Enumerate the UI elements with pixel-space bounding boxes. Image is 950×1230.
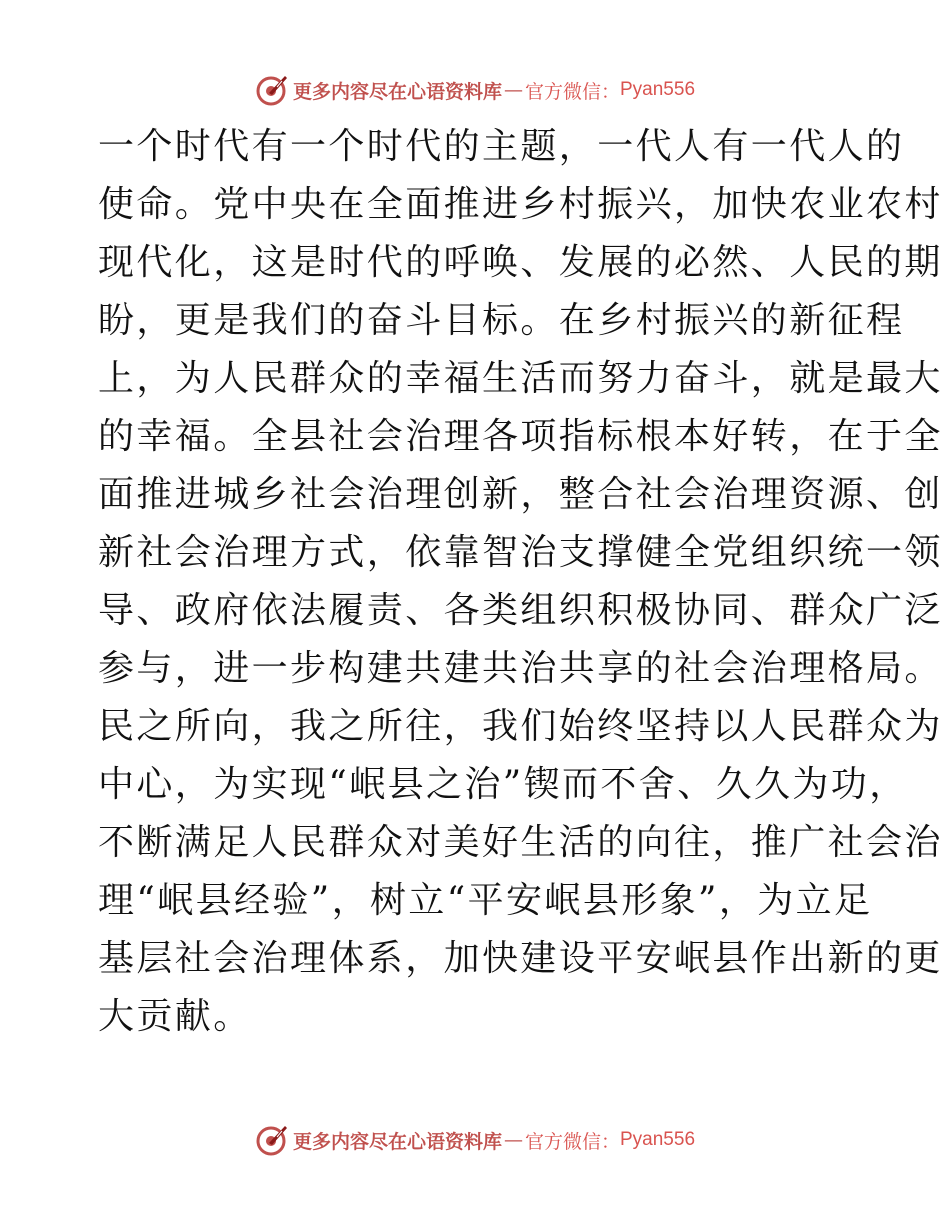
quill-seal-logo-icon [255, 1123, 289, 1157]
banner-wechat-id: Pyan556 [620, 79, 696, 100]
body-line: 现代化，这是时代的呼唤、发展的必然、人民的期 [98, 242, 943, 283]
banner-dash: — [503, 79, 523, 101]
body-line: 民之所向，我之所往，我们始终坚持以人民群众为 [98, 706, 943, 747]
footer-banner [0, 1120, 950, 1160]
body-line: 盼，更是我们的奋斗目标。在乡村振兴的新征程 [98, 300, 905, 341]
banner-wechat-label: 官方微信： [524, 80, 620, 103]
body-line: 的幸福。全县社会治理各项指标根本好转，在于全 [98, 416, 943, 457]
banner-wechat-id: Pyan556 [620, 1129, 696, 1150]
body-line: 上，为人民群众的幸福生活而努力奋斗，就是最大 [98, 358, 943, 399]
body-line: 使命。党中央在全面推进乡村振兴，加快农业农村 [98, 184, 943, 225]
banner-slogan: 更多内容尽在心语资料库 [292, 1130, 502, 1153]
body-line: 中心，为实现“岷县之治”锲而不舍、久久为功， [98, 764, 908, 805]
body-line: 参与，进一步构建共建共治共享的社会治理格局。 [98, 648, 943, 689]
body-line: 面推进城乡社会治理创新，整合社会治理资源、创 [98, 474, 943, 515]
body-line: 理“岷县经验”，树立“平安岷县形象”，为立足 [98, 880, 873, 921]
quill-seal-logo-icon [255, 73, 289, 107]
banner-slogan: 更多内容尽在心语资料库 [292, 80, 502, 103]
document-body [98, 118, 943, 1046]
banner-dash: — [503, 1129, 523, 1151]
body-line: 不断满足人民群众对美好生活的向往，推广社会治 [98, 822, 943, 863]
body-line: 导、政府依法履责、各类组织积极协同、群众广泛 [98, 590, 943, 631]
banner-wechat-label: 官方微信： [524, 1130, 620, 1153]
body-line: 新社会治理方式，依靠智治支撑健全党组织统一领 [98, 532, 943, 573]
header-banner [0, 70, 950, 110]
body-line: 大贡献。 [98, 996, 252, 1037]
body-line: 基层社会治理体系，加快建设平安岷县作出新的更 [98, 938, 943, 979]
body-line: 一个时代有一个时代的主题，一代人有一代人的 [98, 126, 905, 167]
